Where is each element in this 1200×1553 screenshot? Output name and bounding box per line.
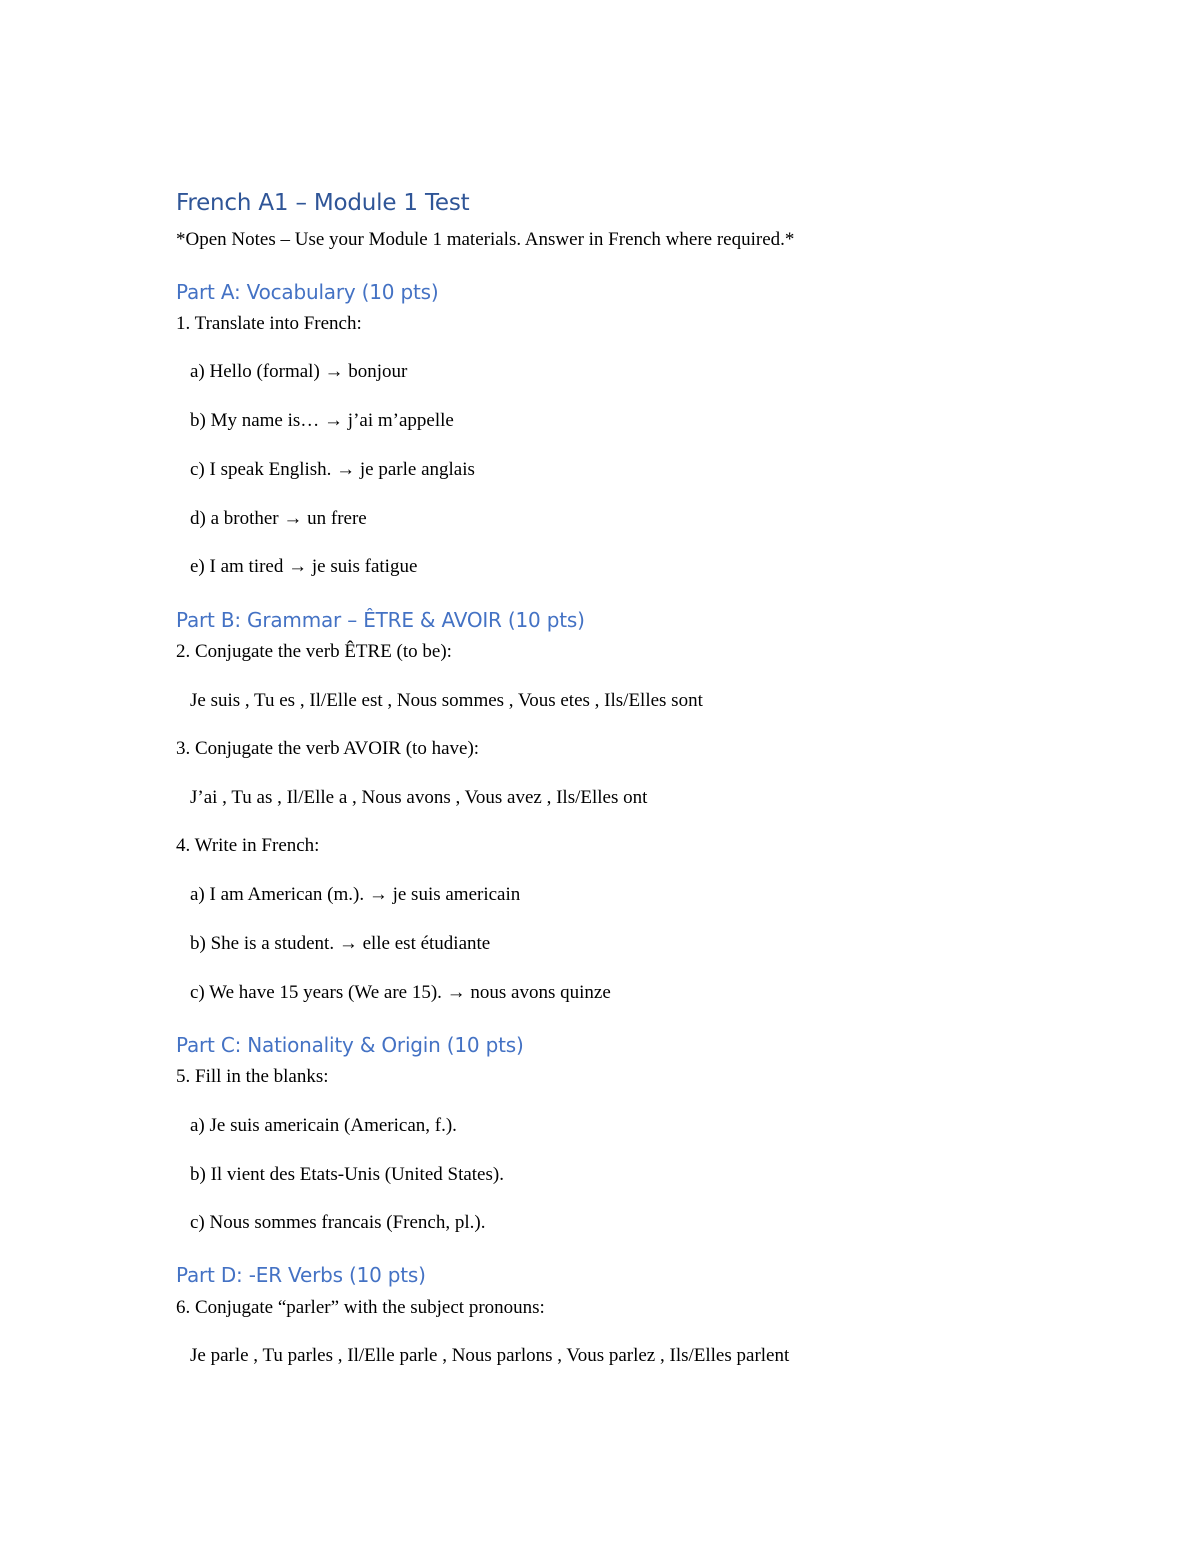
question-6: 6. Conjugate “parler” with the subject pronouns:: [176, 1297, 545, 1318]
answer-3: J’ai , Tu as , Il/Elle a , Nous avons , Vous avez , Ils/Elles ont: [190, 787, 648, 808]
answer-1e: e) I am tired → je suis fatigue: [190, 556, 418, 577]
answer-1c: c) I speak English. → je parle anglais: [190, 459, 475, 480]
answer-1d: d) a brother → un frere: [190, 508, 367, 529]
question-4: 4. Write in French:: [176, 835, 320, 856]
part-d-heading: Part D: -ER Verbs (10 pts): [176, 1263, 426, 1287]
answer-5b: b) Il vient des Etats-Unis (United States).: [190, 1164, 504, 1185]
instructions-text: *Open Notes – Use your Module 1 materials. Answer in French where required.*: [176, 229, 795, 250]
answer-4a: a) I am American (m.). → je suis americain: [190, 884, 521, 905]
part-b-heading: Part B: Grammar – ÊTRE & AVOIR (10 pts): [176, 608, 585, 632]
answer-5c: c) Nous sommes francais (French, pl.).: [190, 1212, 486, 1233]
answer-4b: b) She is a student. → elle est étudiante: [190, 933, 491, 954]
answer-1b: b) My name is… → j’ai m’appelle: [190, 410, 454, 431]
part-a-heading: Part A: Vocabulary (10 pts): [176, 280, 439, 304]
question-3: 3. Conjugate the verb AVOIR (to have):: [176, 738, 480, 759]
answer-2: Je suis , Tu es , Il/Elle est , Nous sommes , Vous etes , Ils/Elles sont: [190, 690, 703, 711]
question-1: 1. Translate into French:: [176, 313, 362, 334]
part-c-heading: Part C: Nationality & Origin (10 pts): [176, 1033, 524, 1057]
question-2: 2. Conjugate the verb ÊTRE (to be):: [176, 641, 452, 662]
answer-5a: a) Je suis americain (American, f.).: [190, 1115, 457, 1136]
answer-6: Je parle , Tu parles , Il/Elle parle , Nous parlons , Vous parlez , Ils/Elles parlent: [190, 1345, 790, 1366]
document-title: French A1 – Module 1 Test: [176, 190, 470, 216]
answer-1a: a) Hello (formal) → bonjour: [190, 361, 408, 382]
question-5: 5. Fill in the blanks:: [176, 1066, 329, 1087]
answer-4c: c) We have 15 years (We are 15). → nous avons quinze: [190, 982, 611, 1003]
